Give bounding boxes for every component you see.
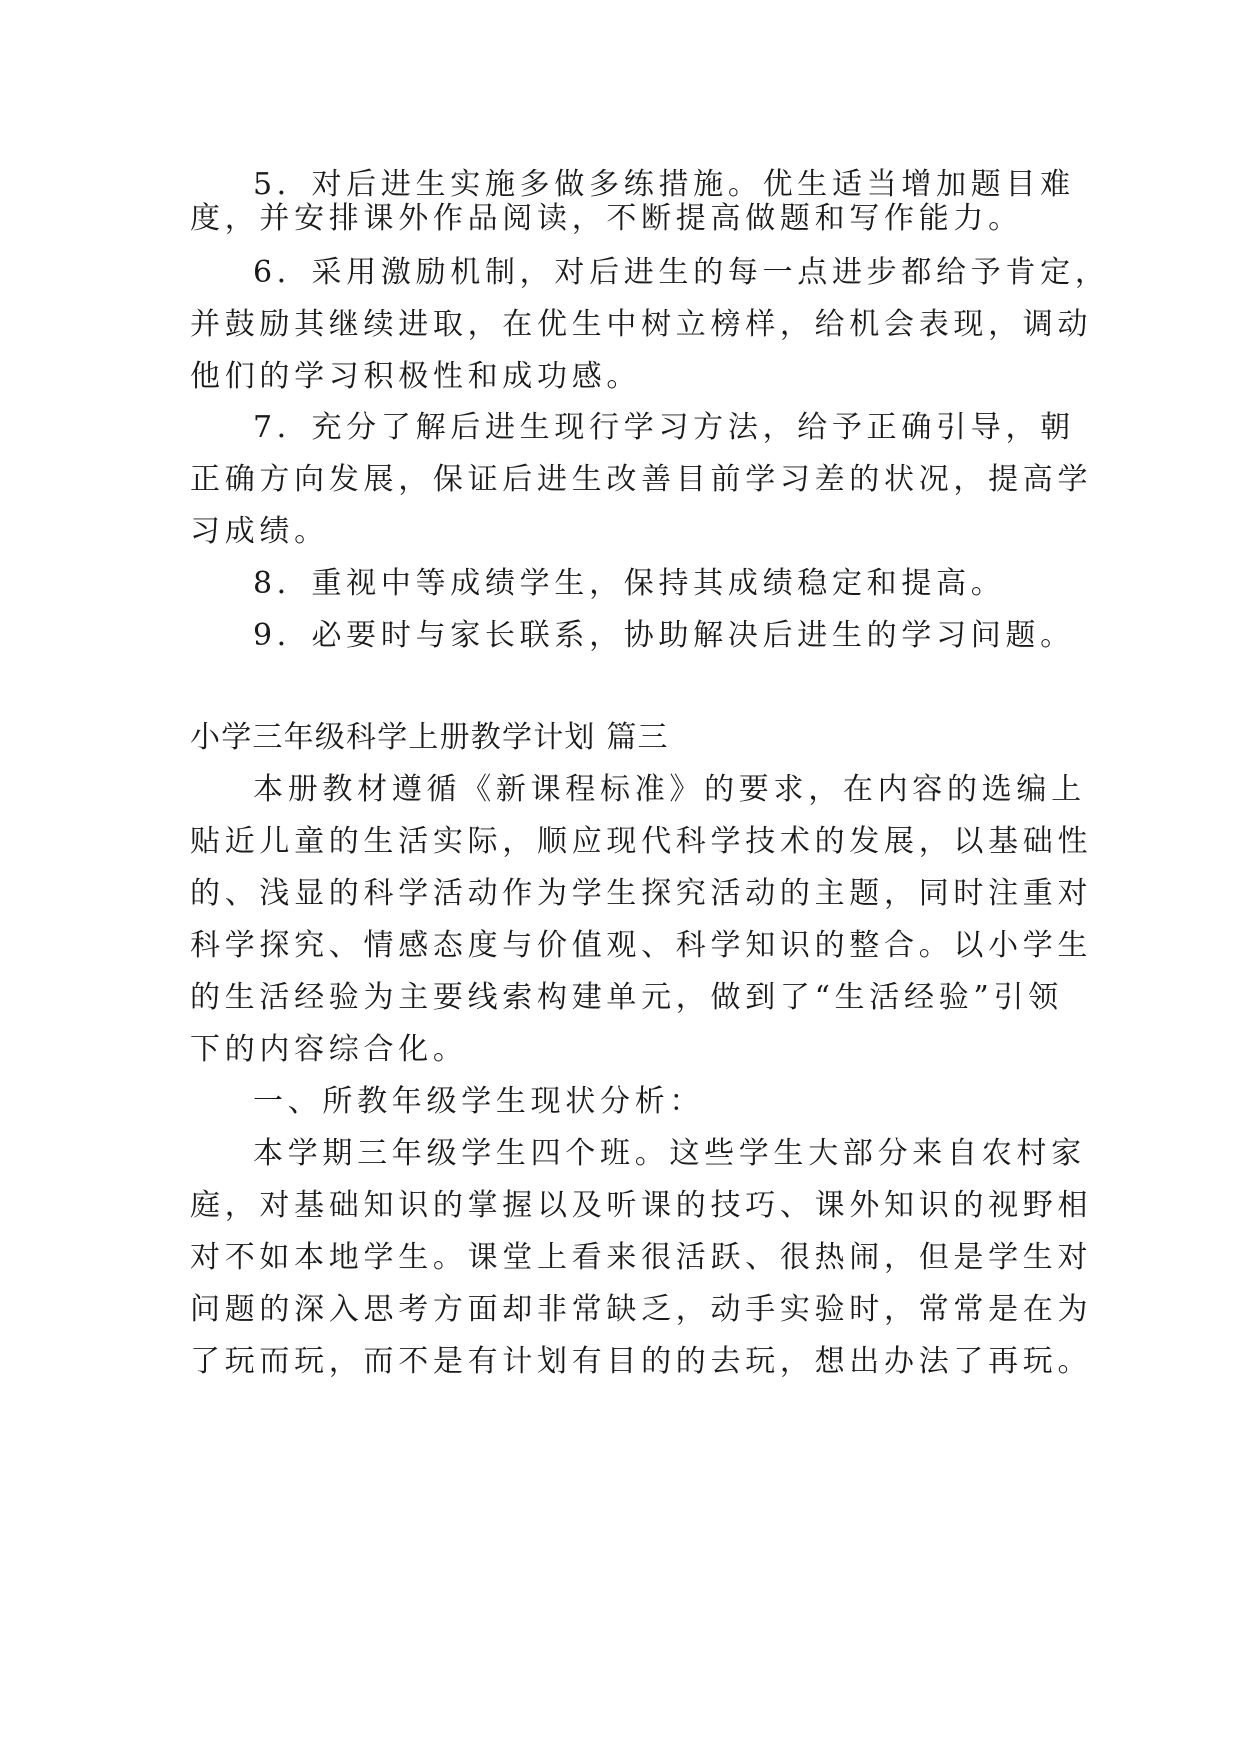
paragraph-6-line-1: 6．采用激励机制，对后进生的每一点进步都给予肯定， bbox=[253, 255, 1110, 290]
subheading-student-analysis: 一、所教年级学生现状分析： bbox=[253, 1084, 705, 1119]
paragraph-6-line-2: 并鼓励其继续进取，在优生中树立榜样，给机会表现，调动 bbox=[190, 307, 1093, 342]
paragraph-7-line-1: 7．充分了解后进生现行学习方法，给予正确引导，朝 bbox=[253, 410, 1075, 445]
intro-paragraph-line-1: 本册教材遵循《新课程标准》的要求，在内容的选编上 bbox=[253, 772, 1086, 807]
analysis-paragraph-line-1: 本学期三年级学生四个班。这些学生大部分来自农村家 bbox=[253, 1136, 1086, 1171]
paragraph-7-line-3: 习成绩。 bbox=[190, 514, 329, 549]
paragraph-9: 9．必要时与家长联系，协助解决后进生的学习问题。 bbox=[253, 618, 1075, 653]
analysis-paragraph-line-2: 庭，对基础知识的掌握以及听课的技巧、课外知识的视野相 bbox=[190, 1188, 1093, 1223]
intro-paragraph-line-5: 的生活经验为主要线索构建单元，做到了“生活经验”引领 bbox=[190, 980, 1063, 1015]
analysis-paragraph-line-4: 问题的深入思考方面却非常缺乏，动手实验时，常常是在为 bbox=[190, 1292, 1093, 1327]
intro-paragraph-line-3: 的、浅显的科学活动作为学生探究活动的主题，同时注重对 bbox=[190, 876, 1093, 911]
analysis-paragraph-line-5: 了玩而玩，而不是有计划有目的的去玩，想出办法了再玩。 bbox=[190, 1344, 1093, 1379]
paragraph-6-line-3: 他们的学习积极性和成功感。 bbox=[190, 359, 642, 394]
paragraph-5-line-2: 度，并安排课外作品阅读，不断提高做题和写作能力。 bbox=[190, 201, 1023, 236]
intro-paragraph-line-6: 下的内容综合化。 bbox=[190, 1032, 468, 1067]
intro-paragraph-line-4: 科学探究、情感态度与价值观、科学知识的整合。以小学生 bbox=[190, 928, 1093, 963]
intro-paragraph-line-2: 贴近儿童的生活实际，顺应现代科学技术的发展，以基础性 bbox=[190, 824, 1093, 859]
paragraph-7-line-2: 正确方向发展，保证后进生改善目前学习差的状况，提高学 bbox=[190, 462, 1093, 497]
analysis-paragraph-line-3: 对不如本地学生。课堂上看来很活跃、很热闹，但是学生对 bbox=[190, 1240, 1093, 1275]
paragraph-5-line-1: 5．对后进生实施多做多练措施。优生适当增加题目难 bbox=[253, 167, 1075, 202]
section-heading: 小学三年级科学上册教学计划 篇三 bbox=[190, 720, 669, 755]
paragraph-8: 8．重视中等成绩学生，保持其成绩稳定和提高。 bbox=[253, 566, 1006, 601]
